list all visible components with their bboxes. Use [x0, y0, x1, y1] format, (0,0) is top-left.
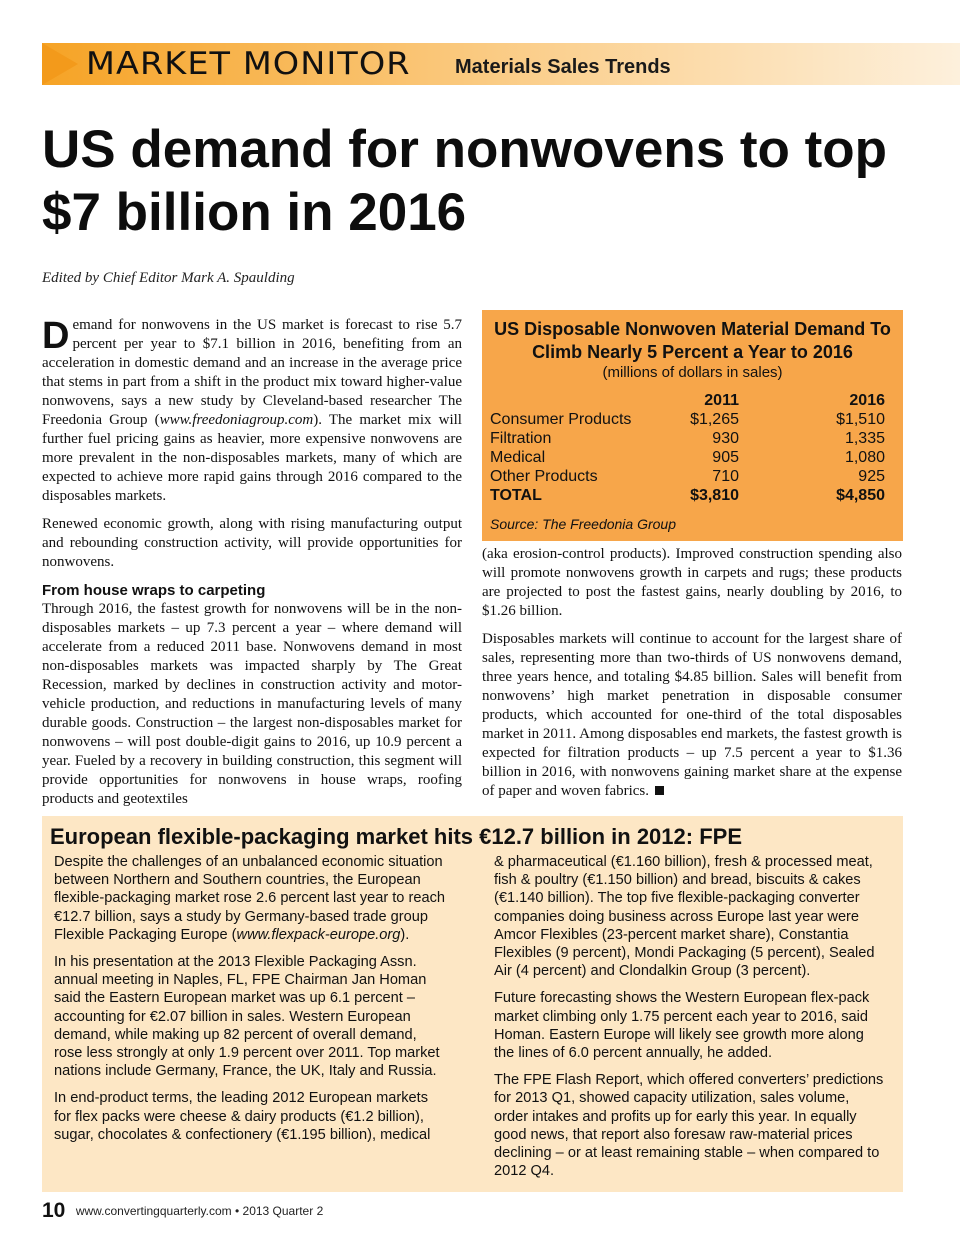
- table-cell: 1,080: [844, 449, 885, 466]
- article-left-column: [42, 316, 462, 818]
- fpe-paragraph-2: In his presentation at the 2013 Flexible Packaging Assn. annual meeting in Naples, FL, FPE Chairman Jan Homan said the Eastern European market was up 6.1 percent – accounting for €2.07 billion in sales. Western European demand, while making up 82 percent of overall demand, rose less strongly at only 1.9 percent over 2011. Top market nations include Germany, France, the UK, Italy and Russia.: [54, 954, 440, 1080]
- section-subtitle: Materials Sales Trends: [455, 56, 671, 78]
- article-paragraph-2: Renewed economic growth, along with rising manufacturing output and rebounding construction activity, will provide opportunities for nonwovens.: [42, 516, 462, 570]
- table-header-cell: 2016: [849, 392, 885, 409]
- fpe-paragraph-5: Future forecasting shows the Western European flex-pack market climbing only 1.75 percent each year to 2016, said Homan. Eastern Europe will likely see growth more along the lines of 6.0 percent annually, he added.: [494, 990, 870, 1062]
- table-cell: $1,265: [690, 411, 739, 428]
- table-cell: 1,335: [844, 430, 885, 447]
- table-cell: Filtration: [490, 430, 552, 447]
- fpe-paragraph-4: & pharmaceutical (€1.160 billion), fresh & processed meat, fish & poultry (€1.150 billion) and bread, biscuits & cakes (€1.140 billion). The top five flexible-packaging converter companies doing business across Europe last year were Amcor Flexibles (23-percent market share), Constantia Flexibles (9 percent), Mondi Packaging (5 percent), Sealed Air (4 percent) and Clondalkin Group (3 percent).: [494, 854, 875, 980]
- fpe-left-column: [54, 853, 446, 1153]
- section-brand: MARKET MONITOR: [86, 46, 411, 82]
- table-header-cell: 2011: [704, 392, 739, 409]
- table-cell: 925: [858, 468, 885, 485]
- article-paragraph-4: (aka erosion-control products). Improved construction spending also will promote nonwovens growth in carpets and rugs; these products are projected to post the fastest gains, nearly doubling by 2016, to $1.26 billion.: [482, 546, 902, 619]
- table-row: [490, 467, 885, 486]
- freedonia-link[interactable]: www.freedoniagroup.com: [159, 412, 314, 428]
- triangle-arrow-icon: [42, 43, 78, 85]
- drop-cap: D: [42, 315, 70, 357]
- page-footer: [42, 1199, 323, 1223]
- article-right-column: [482, 545, 902, 810]
- table-cell: $4,850: [836, 487, 885, 504]
- article-subhead: From house wraps to carpeting: [42, 582, 266, 599]
- page-number: 10: [42, 1199, 66, 1222]
- fpe-paragraph-6: The FPE Flash Report, which offered converters’ predictions for 2013 Q1, showed capacity utilization, sales volume, order intakes and profits up for early this year. In equally good news, that report also foresaw raw-material prices declining – or at least remaining stable – when compared to 2012 Q4.: [494, 1072, 884, 1180]
- flexpack-link[interactable]: www.flexpack-europe.org: [236, 926, 401, 943]
- article-paragraph-1: Demand for nonwovens in the US market is forecast to rise 5.7 percent per year to $7.1 billion in 2016, benefiting from an acceleration in domestic demand and an increase in the average price that stems in part from a shift in the product mix toward higher-value nonwovens, says a new study by Cleveland-based researcher The Freedonia Group (www.freedoniagroup.com). The market mix will further fuel pricing gains as heavier, more expensive nonwovens are more prevalent in the non-disposables markets, many of which are expected to achieve more rapid gains through 2016 compared to the disposables markets.: [42, 315, 462, 504]
- fpe-sidebar-box: [42, 816, 903, 1192]
- demand-table-box: [482, 310, 903, 541]
- article-paragraph-5: Disposables markets will continue to account for the largest share of sales, representing more than two-thirds of US nonwovens demand, three years hence, and totaling $4.85 billion. Sales will benefit from nonwovens’ high market penetration in disposable consumer products, which accounted for one-third of the total disposables market in 2011. Among disposables end markets, the fastest growth is expected for filtration products – up 7.5 percent a year to $1.36 billion in 2016, with nonwovens gaining market share at the expense of paper and woven fabrics.: [482, 631, 902, 799]
- table-cell: $1,510: [836, 411, 885, 428]
- table-row: [490, 448, 885, 467]
- fpe-right-column: [494, 853, 886, 1189]
- table-cell: Other Products: [490, 468, 598, 485]
- end-mark-icon: [655, 786, 664, 795]
- table-cell: 905: [712, 449, 739, 466]
- table-cell: Medical: [490, 449, 546, 466]
- table-row: [490, 410, 885, 429]
- table-cell: $3,810: [690, 487, 739, 504]
- table-source: Source: The Freedonia Group: [490, 516, 676, 532]
- byline: Edited by Chief Editor Mark A. Spaulding: [42, 270, 295, 286]
- table-cell: Consumer Products: [490, 411, 632, 428]
- page-title: US demand for nonwovens to top $7 billion in 2016: [42, 120, 888, 242]
- footer-text: www.convertingquarterly.com • 2013 Quarter 2: [75, 1204, 324, 1218]
- table-header-row: [490, 391, 885, 410]
- table-total-row: [490, 486, 885, 505]
- table-title: US Disposable Nonwoven Material Demand To Climb Nearly 5 Percent a Year to 2016: [494, 319, 891, 362]
- table-subtitle: (millions of dollars in sales): [602, 364, 783, 381]
- fpe-paragraph-1: Despite the challenges of an unbalanced economic situation between Northern and Southern countries, the European flexible-packaging market rose 2.6 percent last year to reach €12.7 billion, says a study by Germany-based trade group Flexible Packaging Europe (www.flexpack-europe.org).: [54, 854, 445, 943]
- table-row: [490, 429, 885, 448]
- fpe-title: European flexible-packaging market hits €12.7 billion in 2012: FPE: [50, 824, 742, 849]
- fpe-paragraph-3: In end-product terms, the leading 2012 European markets for flex packs were cheese & dairy products (€1.2 billion), sugar, chocolates & confectionery (€1.195 billion), medical: [54, 1090, 431, 1143]
- table-cell: 930: [712, 430, 739, 447]
- table-cell: TOTAL: [490, 487, 542, 504]
- table-cell: 710: [712, 468, 739, 485]
- article-paragraph-3: Through 2016, the fastest growth for nonwovens will be in the non-disposables markets – up 7.3 percent a year – where demand will accelerate from a reduced 2011 base. Nonwovens demand in most non-disposables markets was impacted sharply by The Great Recession, marked by declines in construction activity and motor-vehicle production, and reductions in manufacturing levels of many durable goods. Construction – the largest non-disposables market for nonwovens – will post double-digit gains to 2016, up 10.9 percent a year. Fueled by a recovery in building construction, this segment will provide opportunities for nonwovens in house wraps, roofing products and geotextiles: [42, 601, 462, 807]
